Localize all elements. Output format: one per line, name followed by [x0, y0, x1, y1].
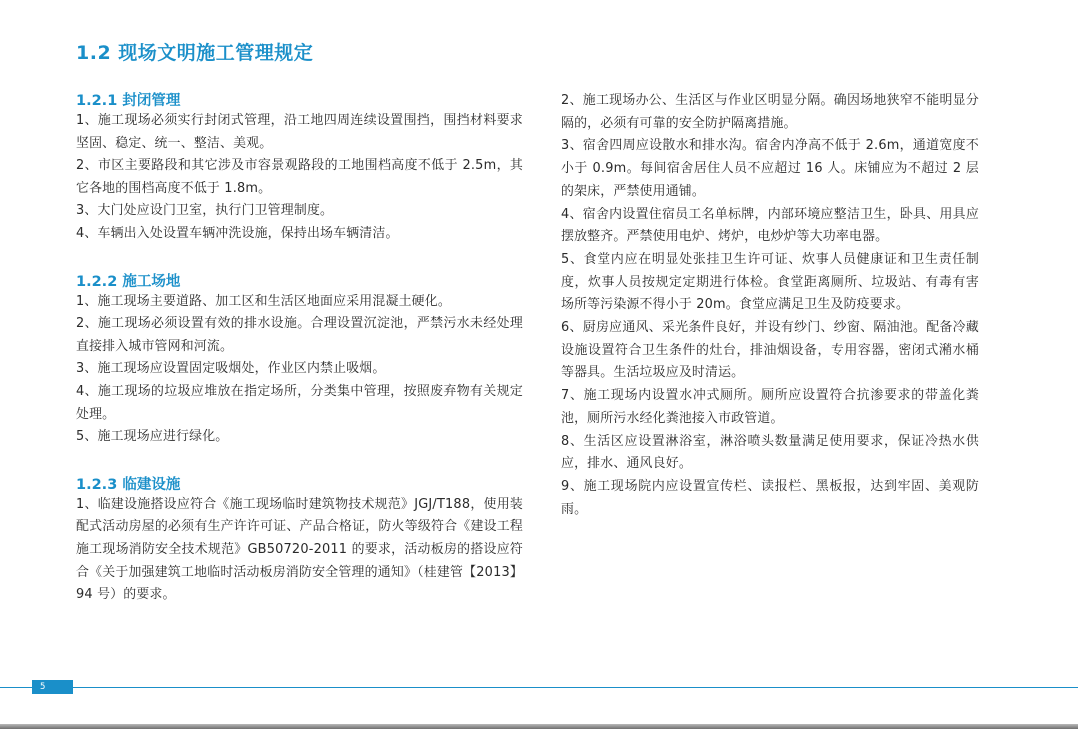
paragraph: 9、施工现场院内应设置宣传栏、读报栏、黑板报，达到牢固、美观防雨。	[561, 478, 979, 517]
paragraph: 1、施工现场必须实行封闭式管理，沿工地四周连续设置围挡，围挡材料要求坚固、稳定、统一、整洁、美观。	[76, 113, 523, 151]
right-column	[561, 90, 979, 521]
paragraph: 5、食堂内应在明显处张挂卫生许可证、炊事人员健康证和卫生责任制度，炊事人员按规定定期进行体检。食堂距离厕所、垃圾站、有毒有害场所等污染源不得小于 20m。食堂应满足卫生及防疫要求。	[561, 251, 979, 313]
paragraph: 2、施工现场必须设置有效的排水设施。合理设置沉淀池，严禁污水未经处理直接排入城市管网和河流。	[76, 316, 523, 354]
paragraph: 3、宿舍四周应设散水和排水沟。宿舍内净高不低于 2.6m，通道宽度不小于 0.9m。每间宿舍居住人员不应超过 16 人。床铺应为不超过 2 层的架床，严禁使用通铺。	[561, 138, 979, 199]
paragraph: 4、施工现场的垃圾应堆放在指定场所，分类集中管理，按照废弃物有关规定处理。	[76, 383, 523, 422]
section-heading-closed-management: 1.2.1 封闭管理	[76, 93, 181, 109]
paragraph: 3、大门处应设门卫室，执行门卫管理制度。	[76, 203, 334, 219]
paragraph: 8、生活区应设置淋浴室，淋浴喷头数量满足使用要求，保证冷热水供应，排水、通风良好。	[561, 433, 979, 472]
left-column	[76, 88, 523, 607]
footer-rule	[0, 687, 1078, 688]
paragraph: 4、宿舍内设置住宿员工名单标牌，内部环境应整洁卫生，卧具、用具应摆放整齐。严禁使用电炉、烤炉，电炒炉等大功率电器。	[561, 206, 979, 245]
paragraph: 1、临建设施搭设应符合《施工现场临时建筑物技术规范》JGJ/T188，使用装配式活动房屋的必须有生产许许可证、产品合格证，防火等级符合《建设工程施工现场消防安全技术规范》GB50720-2011 的要求，活动板房的搭设应符合《关于加强建筑工地临时活动板房消防安全管理的通知》（桂建管【2013】94 号）的要求。	[76, 496, 523, 603]
paragraph: 1、施工现场主要道路、加工区和生活区地面应采用混凝土硬化。	[76, 293, 451, 309]
paragraph: 2、施工现场办公、生活区与作业区明显分隔。确因场地狭窄不能明显分隔的，必须有可靠的安全防护隔离措施。	[561, 93, 979, 131]
section-heading-construction-site: 1.2.2 施工场地	[76, 273, 181, 290]
page-bottom-edge	[0, 724, 1078, 729]
paragraph: 4、车辆出入处设置车辆冲洗设施，保持出场车辆清洁。	[76, 225, 399, 241]
section-heading-temporary-facilities: 1.2.3 临建设施	[76, 476, 181, 493]
paragraph: 7、施工现场内设置水冲式厕所。厕所应设置符合抗渗要求的带盖化粪池，厕所污水经化粪池接入市政管道。	[561, 388, 979, 426]
paragraph: 3、施工现场应设置固定吸烟处，作业区内禁止吸烟。	[76, 361, 386, 377]
paragraph: 2、市区主要路段和其它涉及市容景观路段的工地围档高度不低于 2.5m，其它各地的围档高度不低于 1.8m。	[76, 158, 523, 196]
paragraph: 6、厨房应通风、采光条件良好，并设有纱门、纱窗、隔油池。配备冷藏设施设置符合卫生条件的灶台，排油烟设备，专用容器，密闭式潲水桶等器具。生活垃圾应及时清运。	[561, 320, 979, 381]
paragraph: 5、施工现场应进行绿化。	[76, 429, 229, 445]
page-title: 1.2 现场文明施工管理规定	[76, 42, 314, 64]
page-number: 5	[32, 680, 73, 694]
